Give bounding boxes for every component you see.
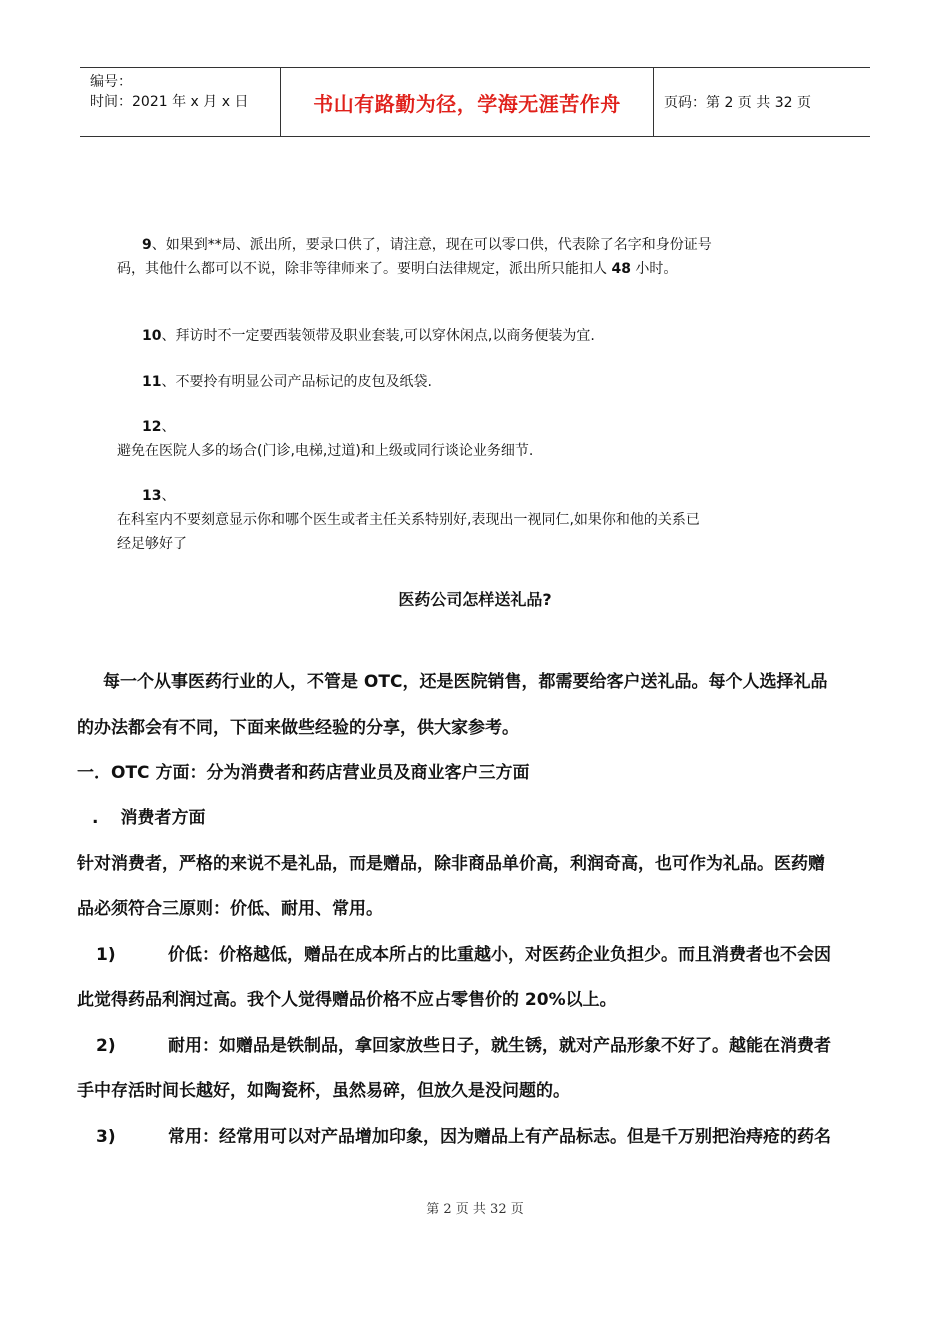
- item-9-line-1: [142, 233, 712, 257]
- code-label: 编号：: [90, 74, 132, 90]
- point-3-number: 3): [96, 1127, 116, 1147]
- item-9-text-2b: 小时。: [630, 261, 678, 277]
- item-13-sep: 、: [161, 488, 176, 504]
- header-page-cell: [654, 68, 870, 136]
- intro-line-2: 的办法都会有不同，下面来做些经验的分享，供大家参考。: [77, 718, 519, 738]
- item-11: [142, 370, 432, 394]
- item-12-text: 避免在医院人多的场合(门诊,电梯,过道)和上级或同行谈论业务细节.: [117, 443, 534, 459]
- item-9-number: 9: [142, 237, 152, 253]
- section-heading-otc: 一．OTC 方面：分为消费者和药店营业员及商业客户三方面: [77, 763, 530, 783]
- item-12-number: 12: [142, 419, 162, 435]
- article-title: 医药公司怎样送礼品?: [398, 590, 552, 609]
- item-11-number: 11: [142, 374, 162, 390]
- point-2-line-1: 耐用：如赠品是铁制品，拿回家放些日子，就生锈，就对产品形象不好了。越能在消费者: [168, 1036, 831, 1056]
- subheading-consumer: [92, 806, 205, 830]
- item-9-hours: 48: [611, 261, 631, 277]
- point-2-line-2: 手中存活时间长越好，如陶瓷杯，虽然易碎，但放久是没问题的。: [77, 1081, 570, 1101]
- point-2-number: 2): [96, 1036, 116, 1056]
- subheading-bullet: .: [92, 808, 99, 828]
- intro-line-1: 每一个从事医药行业的人，不管是 OTC，还是医院销售，都需要给客户送礼品。每个人选择礼品: [103, 672, 828, 692]
- item-10-text: 、拜访时不一定要西装领带及职业套装,可以穿休闲点,以商务便装为宜.: [161, 328, 595, 344]
- item-9-text-1: 、如果到**局、派出所，要录口供了，请注意，现在可以零口供，代表除了名字和身份证号: [151, 237, 712, 253]
- item-13-heading: [142, 484, 175, 508]
- item-10-number: 10: [142, 328, 162, 344]
- item-13-text-1: 在科室内不要刻意显示你和哪个医生或者主任关系特别好,表现出一视同仁,如果你和他的关系已: [117, 512, 700, 528]
- point-1-line-1: 价低：价格越低，赠品在成本所占的比重越小，对医药企业负担少。而且消费者也不会因: [168, 945, 831, 965]
- point-3-line-1: 常用：经常用可以对产品增加印象，因为赠品上有产品标志。但是千万别把治痔疮的药名: [168, 1127, 831, 1147]
- item-13-text-2: 经足够好了: [117, 536, 187, 552]
- item-12-heading: [142, 415, 175, 439]
- page-info: 页码：第 2 页 共 32 页: [664, 95, 811, 111]
- item-9-text-2a: 码，其他什么都可以不说，除非等律师来了。要明白法律规定，派出所只能扣人: [117, 261, 612, 277]
- item-13-number: 13: [142, 488, 162, 504]
- point-1-number: 1): [96, 945, 116, 965]
- para-consumer-line-2: 品必须符合三原则：价低、耐用、常用。: [77, 899, 383, 919]
- para-consumer-line-1: 针对消费者，严格的来说不是礼品，而是赠品，除非商品单价高，利润奇高，也可作为礼品。医药赠: [77, 854, 825, 874]
- page-footer: 第 2 页 共 32 页: [426, 1202, 524, 1217]
- header-motto-cell: [281, 68, 654, 136]
- motto: 书山有路勤为径，学海无涯苦作舟: [313, 91, 621, 116]
- item-11-text: 、不要拎有明显公司产品标记的皮包及纸袋.: [161, 374, 432, 390]
- subheading-text: 消费者方面: [120, 808, 206, 828]
- date-label: 时间：2021 年 x 月 x 日: [90, 94, 249, 110]
- item-9-line-2: [117, 257, 677, 281]
- header-meta-cell: [80, 68, 281, 136]
- document-header: [80, 67, 870, 137]
- item-10: [142, 324, 595, 348]
- item-12-sep: 、: [161, 419, 176, 435]
- point-1-line-2: 此觉得药品利润过高。我个人觉得赠品价格不应占零售价的 20%以上。: [77, 990, 617, 1010]
